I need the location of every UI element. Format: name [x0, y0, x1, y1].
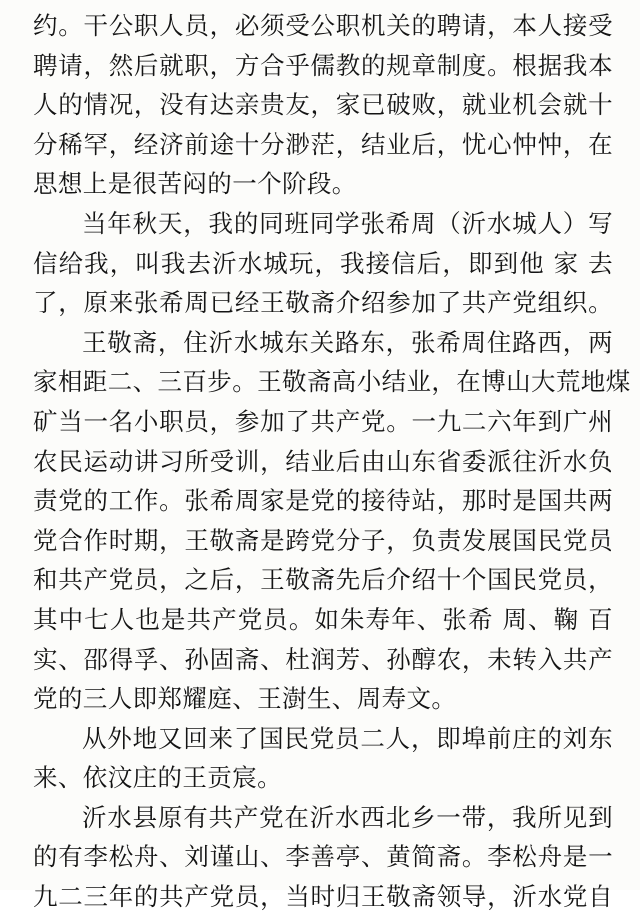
text-line: 矿当一名小职员，参加了共产党。一九二六年到广州 [33, 406, 613, 436]
text-line: 责党的工作。张希周家是党的接待站，那时是国共两 [33, 486, 613, 516]
paragraph-start-line: 王敬斋，住沂水城东关路东，张希周住路西，两 [82, 327, 613, 357]
paragraph-start-line: 当年秋天，我的同班同学张希周（沂水城人）写 [82, 208, 613, 238]
text-line: 分稀罕，经济前途十分渺茫，结业后，忧心忡忡，在 [33, 129, 613, 159]
text-line: 和共产党员，之后，王敬斋先后介绍十个国民党员， [33, 565, 613, 595]
text-line: 约。干公职人员，必须受公职机关的聘请，本人接受 [33, 11, 613, 40]
body-text [33, 6, 631, 917]
text-line: 家相距二、三百步。王敬斋高小结业，在博山大荒地煤 [33, 367, 631, 397]
text-line: 农民运动讲习所受训，结业后由山东省委派往沂水负 [33, 446, 613, 476]
text-line: 聘请，然后就职，方合乎儒教的规章制度。根据我本 [33, 50, 613, 80]
paragraph-end-line: 党的三人即郑耀庭、王澍生、周寿文。 [33, 684, 457, 714]
paragraph-start-line: 从外地又回来了国民党员二人，即埠前庄的刘东 [82, 723, 613, 753]
paragraph-end-line: 来、依汶庄的王贡宸。 [33, 763, 282, 793]
text-line: 人的情况，没有达亲贵友，家已破败，就业机会就十 [33, 90, 613, 120]
text-line: 实、邵得孚、孙固斋、杜润芳、孙醇农，未转入共产 [33, 644, 613, 674]
text-line: 党合作时期，王敬斋是跨党分子，负责发展国民党员 [33, 525, 613, 555]
paragraph-start-line: 沂水县原有共产党在沂水西北乡一带，我所见到 [82, 802, 613, 832]
text-line: 九二三年的共产党员，当时归王敬斋领导，沂水党自 [33, 882, 613, 912]
text-line: 信给我，叫我去沂水城玩，我接信后，即到他 家 去 [33, 248, 613, 278]
text-line: 其中七人也是共产党员。如朱寿年、张希 周、鞠 百 [33, 604, 613, 634]
paragraph-end-line: 思想上是很苦闷的一个阶段。 [33, 169, 357, 199]
text-line: 的有李松舟、刘谨山、李善亭、黄简斋。李松舟是一 [33, 842, 613, 872]
paragraph-end-line: 了，原来张希周已经王敬斋介绍参加了共产党组织。 [33, 288, 613, 318]
